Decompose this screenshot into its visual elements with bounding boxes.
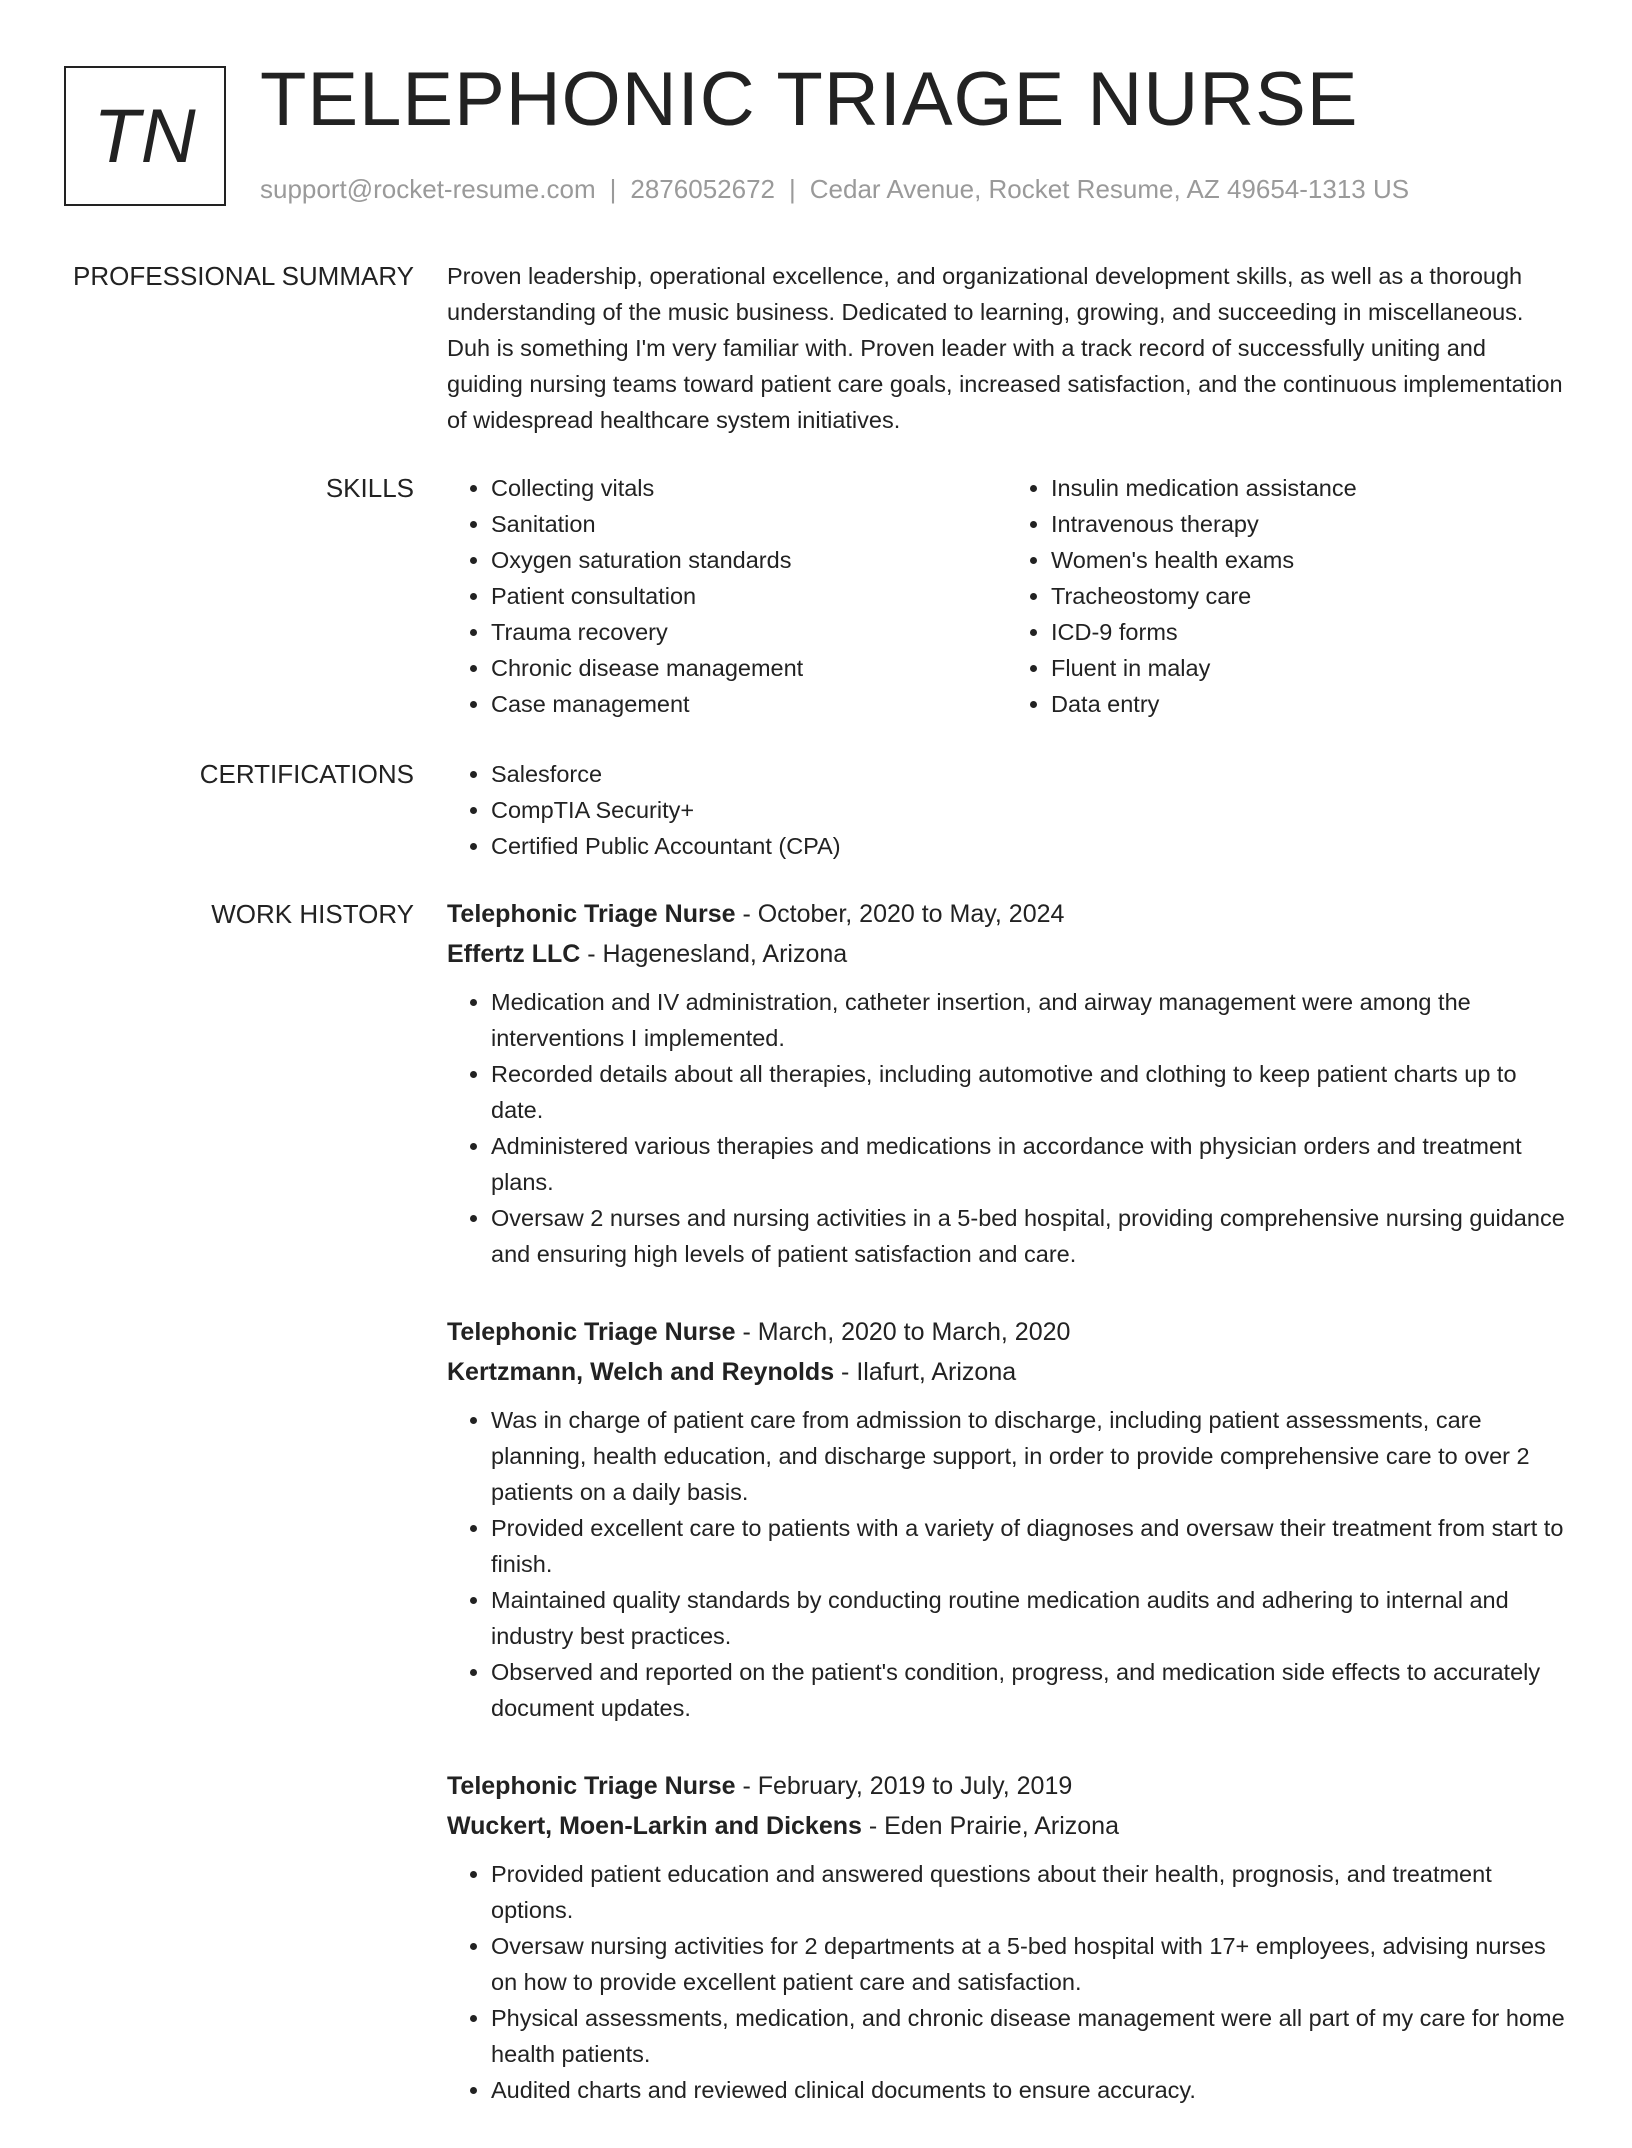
- list-item: • Observed and reported on the patient's condition, progress, and medication side effects to accurately document updates.: [491, 1654, 1567, 1726]
- monogram-badge: [64, 66, 226, 206]
- list-item: • Oversaw nursing activities for 2 departments at a 5-bed hospital with 17+ employees, advising nurses on how to provide excellent patient care and satisfaction.: [491, 1928, 1567, 2000]
- contact-separator: |: [789, 174, 796, 204]
- job-location: - Hagenesland, Arizona: [580, 940, 848, 968]
- contact-phone: 2876052672: [630, 174, 775, 204]
- skills-list-right: [1007, 470, 1567, 722]
- job-company-line: [447, 934, 1567, 974]
- contact-separator: |: [609, 174, 617, 204]
- monogram-text: TN: [93, 93, 197, 179]
- work-history-body: [447, 894, 1567, 2148]
- list-item: • Data entry: [1051, 686, 1567, 722]
- candidate-name: TELEPHONIC TRIAGE NURSE: [260, 57, 1359, 142]
- summary-body: [447, 258, 1567, 438]
- list-item: • Collecting vitals: [491, 470, 1007, 506]
- job-company-line: [447, 1806, 1567, 1846]
- list-item: • Medication and IV administration, catheter insertion, and airway management were among the interventions I implemented.: [491, 984, 1567, 1056]
- job-company: Wuckert, Moen-Larkin and Dickens: [447, 1812, 862, 1840]
- job-bullets: [447, 984, 1567, 1272]
- section-title-skills: SKILLS: [325, 473, 414, 503]
- list-item: • Women's health exams: [1051, 542, 1567, 578]
- job-entry: [447, 1766, 1567, 2108]
- job-dates: - March, 2020 to March, 2020: [735, 1318, 1071, 1346]
- contact-line: [260, 174, 1409, 205]
- job-entry: [447, 1312, 1567, 1726]
- list-item: • Oxygen saturation standards: [491, 542, 1007, 578]
- list-item: • Insulin medication assistance: [1051, 470, 1567, 506]
- list-item: • Maintained quality standards by conducting routine medication audits and adhering to internal and industry best practices.: [491, 1582, 1567, 1654]
- list-item: • Recorded details about all therapies, including automotive and clothing to keep patient charts up to date.: [491, 1056, 1567, 1128]
- list-item: • Patient consultation: [491, 578, 1007, 614]
- section-title-summary: PROFESSIONAL SUMMARY: [73, 261, 414, 291]
- skills-list-left: [447, 470, 1007, 722]
- list-item: • Chronic disease management: [491, 650, 1007, 686]
- list-item: • ICD-9 forms: [1051, 614, 1567, 650]
- list-item: • Was in charge of patient care from admission to discharge, including patient assessments, care planning, health education, and discharge support, in order to provide comprehensive care to over 2 patients on a daily basis.: [491, 1402, 1567, 1510]
- list-item: • Sanitation: [491, 506, 1007, 542]
- list-item: • Oversaw 2 nurses and nursing activities in a 5-bed hospital, providing comprehensive nursing guidance and ensuring high levels of patient satisfaction and care.: [491, 1200, 1567, 1272]
- job-role: Telephonic Triage Nurse: [447, 1318, 736, 1346]
- contact-address: Cedar Avenue, Rocket Resume, AZ 49654-1313 US: [809, 174, 1410, 204]
- list-item: • Provided excellent care to patients with a variety of diagnoses and oversaw their treatment from start to finish.: [491, 1510, 1567, 1582]
- contact-email: support@rocket-resume.com: [260, 174, 596, 204]
- list-item: • Trauma recovery: [491, 614, 1007, 650]
- job-entry: [447, 894, 1567, 1272]
- job-title-line: [447, 894, 1567, 934]
- certifications-list: [447, 756, 1567, 864]
- job-location: - Eden Prairie, Arizona: [861, 1812, 1119, 1840]
- job-company: Kertzmann, Welch and Reynolds: [447, 1358, 835, 1386]
- list-item: • CompTIA Security+: [491, 792, 1567, 828]
- job-role: Telephonic Triage Nurse: [447, 900, 736, 928]
- section-title-certifications: CERTIFICATIONS: [199, 759, 414, 789]
- job-dates: - February, 2019 to July, 2019: [735, 1772, 1073, 1800]
- list-item: • Provided patient education and answered questions about their health, prognosis, and treatment options.: [491, 1856, 1567, 1928]
- list-item: • Salesforce: [491, 756, 1567, 792]
- job-company: Effertz LLC: [447, 940, 581, 968]
- list-item: • Intravenous therapy: [1051, 506, 1567, 542]
- job-role: Telephonic Triage Nurse: [447, 1772, 736, 1800]
- skills-body: [447, 470, 1567, 722]
- list-item: • Physical assessments, medication, and chronic disease management were all part of my care for home health patients.: [491, 2000, 1567, 2072]
- list-item: • Case management: [491, 686, 1007, 722]
- list-item: • Certified Public Accountant (CPA): [491, 828, 1567, 864]
- job-dates: - October, 2020 to May, 2024: [735, 900, 1065, 928]
- list-item: • Fluent in malay: [1051, 650, 1567, 686]
- job-company-line: [447, 1352, 1567, 1392]
- list-item: • Administered various therapies and medications in accordance with physician orders and treatment plans.: [491, 1128, 1567, 1200]
- list-item: • Tracheostomy care: [1051, 578, 1567, 614]
- job-title-line: [447, 1766, 1567, 1806]
- list-item: • Audited charts and reviewed clinical documents to ensure accuracy.: [491, 2072, 1567, 2108]
- certifications-body: [447, 756, 1567, 864]
- job-location: - Ilafurt, Arizona: [834, 1358, 1017, 1386]
- section-title-work-history: WORK HISTORY: [211, 899, 414, 929]
- job-bullets: [447, 1402, 1567, 1726]
- job-title-line: [447, 1312, 1567, 1352]
- summary-text: Proven leadership, operational excellence, and organizational development skills, as well as a thorough understanding of the music business. Dedicated to learning, growing, and succeeding in miscellaneous. Duh is something I'm very familiar with. Proven leader with a track record of successfully uniting and guiding nursing teams toward patient care goals, increased satisfaction, and the continuous implementation of widespread healthcare system initiatives.: [447, 263, 1563, 433]
- job-bullets: [447, 1856, 1567, 2108]
